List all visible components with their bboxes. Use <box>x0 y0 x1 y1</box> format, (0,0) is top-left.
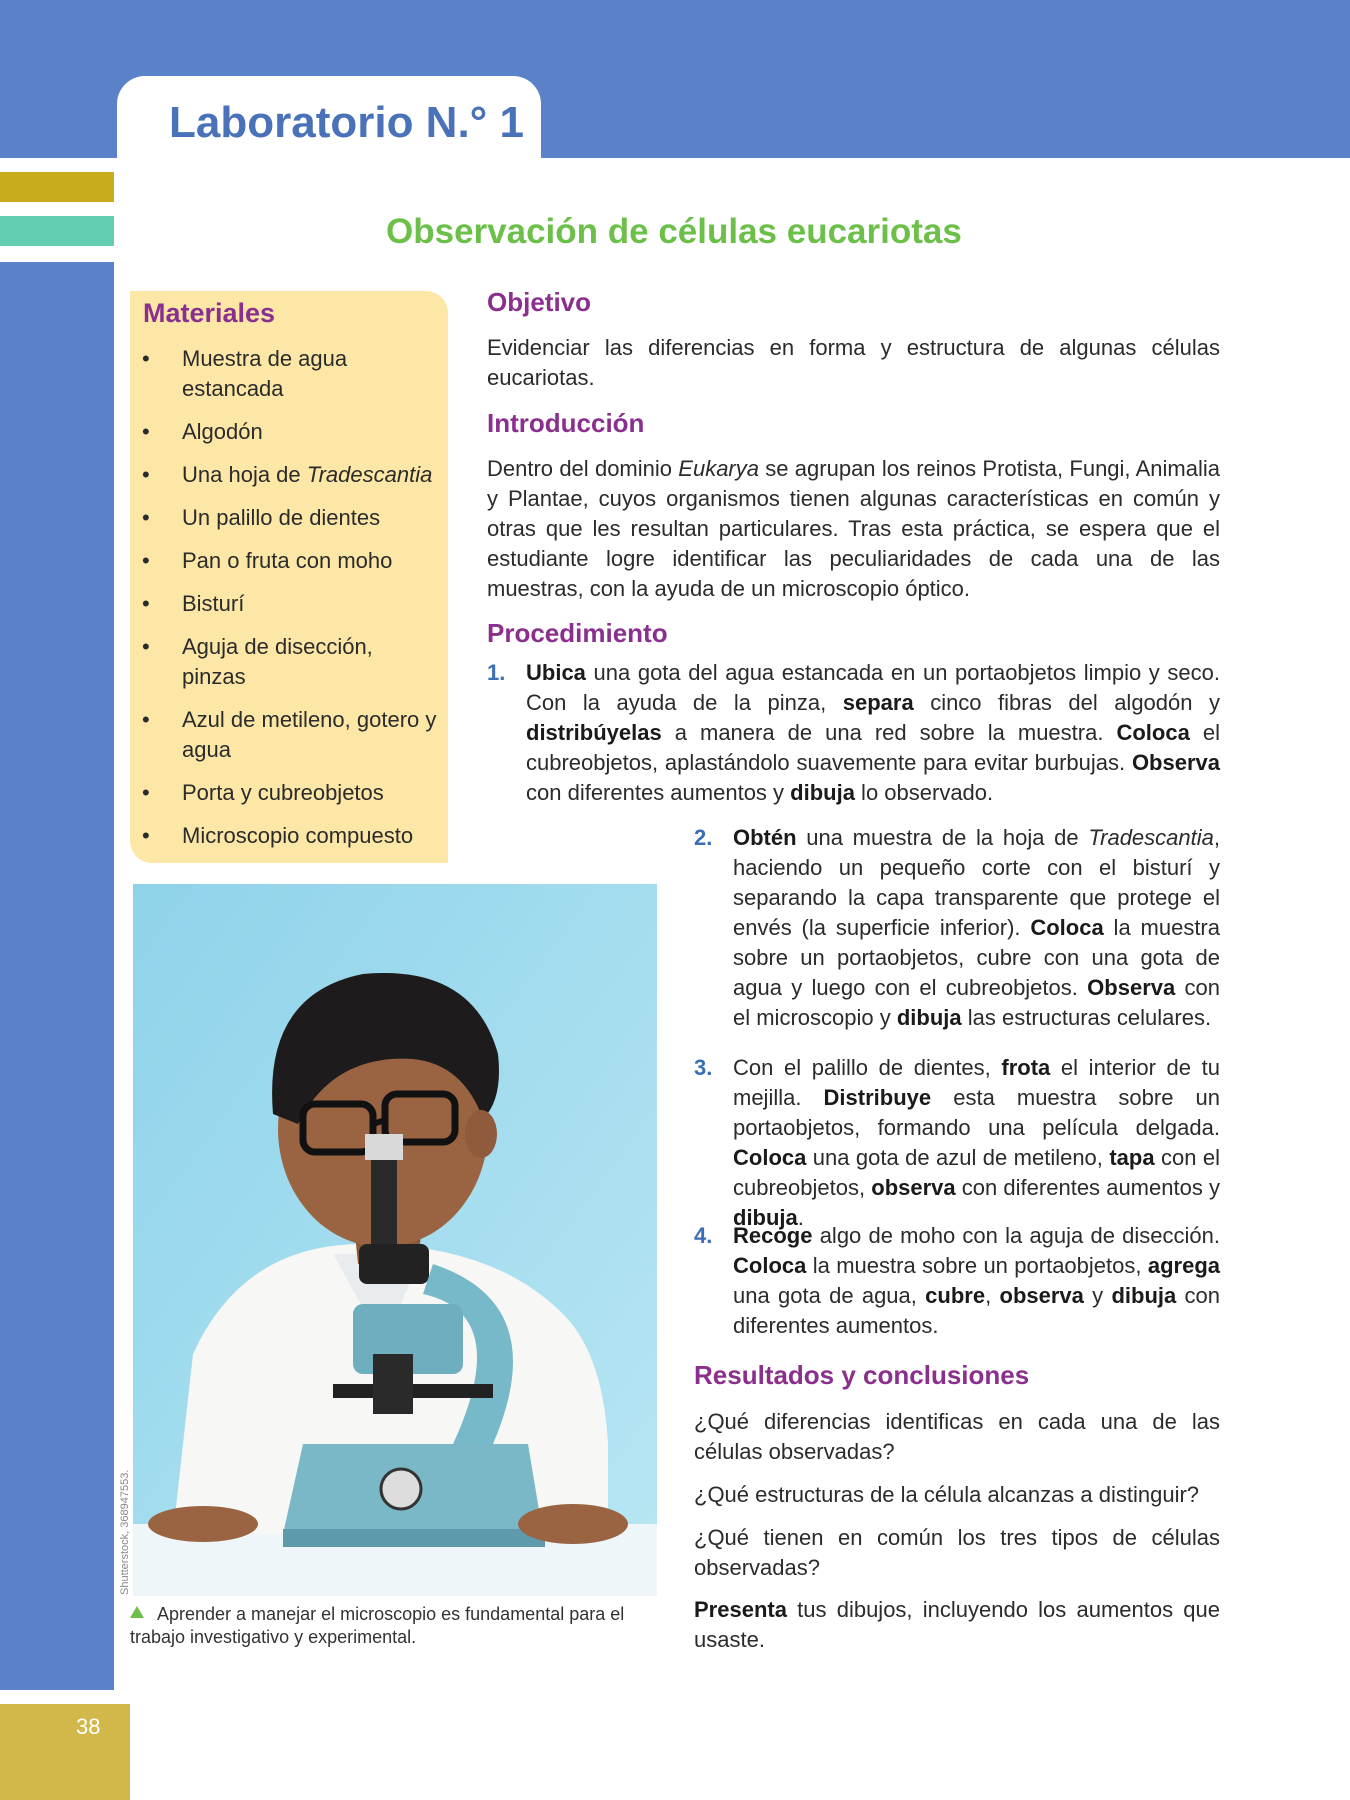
list-item <box>140 460 440 490</box>
step-text: una gota del agua estancada en un portaobjetos limpio y seco. Con la ayuda de la pinza, <box>526 660 1220 715</box>
step-verb: Distribuye <box>823 1085 932 1110</box>
introduccion-text <box>487 454 1220 604</box>
step-text: una muestra de la hoja de <box>796 825 1089 850</box>
step-verb: cubre <box>925 1283 986 1308</box>
q4-verb: Presenta <box>694 1597 787 1622</box>
list-item: • Azul de metileno, gotero y agua <box>140 705 440 765</box>
question-2: ¿Qué estructuras de la célula alcanzas a distinguir? <box>694 1482 1200 1507</box>
step-number: 1. <box>487 660 506 685</box>
intro-text-a: Dentro del dominio <box>487 456 679 481</box>
list-item: • Muestra de agua estancada <box>140 344 440 404</box>
step-verb: distribúyelas <box>526 720 662 745</box>
materials-list <box>140 344 440 864</box>
step-verb: agrega <box>1147 1253 1220 1278</box>
step-number: 2. <box>694 825 713 850</box>
materials-heading: Materiales <box>143 298 276 328</box>
step-number: 3. <box>694 1055 713 1080</box>
objetivo-text: Evidenciar las diferencias en forma y estructura de algunas células eucariotas. <box>487 335 1220 390</box>
step-text: esta muestra sobre un portaobjetos, formando una película delgada. <box>733 1085 1220 1140</box>
list-item: • Pan o fruta con moho <box>140 546 440 576</box>
list-item: • Porta y cubreobjetos <box>140 778 440 808</box>
step-text: . <box>797 1205 804 1230</box>
step-verb: Coloca <box>733 1253 807 1278</box>
left-margin-band <box>0 262 114 1690</box>
step-verb: dibuja <box>790 780 855 805</box>
gold-stripe <box>0 172 114 202</box>
page-number-box <box>0 1704 130 1800</box>
step-text: , <box>985 1283 1000 1308</box>
step-text: Con el palillo de dientes, <box>733 1055 1002 1080</box>
photo-credit: Shutterstock, 368947553. <box>119 1469 131 1595</box>
question-3: ¿Qué tienen en común los tres tipos de células observadas? <box>694 1525 1220 1580</box>
procedimiento-heading: Procedimiento <box>487 618 668 648</box>
page-number: 38 <box>76 1714 101 1739</box>
lab-title: Laboratorio N.° 1 <box>169 98 524 147</box>
step-verb: Coloca <box>1030 915 1104 940</box>
step-text: cinco fibras del algodón y <box>913 690 1221 715</box>
step-text: algo de moho con la aguja de disección. <box>812 1223 1220 1248</box>
material-text: Una hoja de <box>182 462 301 487</box>
microscope-photo <box>133 884 657 1596</box>
step-text: con diferentes aumentos y <box>955 1175 1220 1200</box>
step-number: 4. <box>694 1223 713 1248</box>
resultados-heading: Resultados y conclusiones <box>694 1360 1030 1390</box>
step-text: con diferentes aumentos y <box>526 780 791 805</box>
step-3-text <box>733 1053 1220 1233</box>
step-text: , haciendo un pequeño corte con el bisturí y separando la capa transparente que protege el envés (la superficie inferior). <box>733 825 1220 940</box>
introduccion-heading: Introducción <box>487 408 645 438</box>
list-item: • Microscopio compuesto <box>140 821 440 851</box>
step-text: una gota de agua, <box>733 1283 926 1308</box>
step-text: la muestra sobre un portaobjetos, cubre con una gota de agua y luego con el cubreobjetos. <box>733 915 1220 1000</box>
teal-stripe <box>0 216 114 246</box>
intro-text-italic: Eukarya <box>678 456 759 481</box>
list-item: • Aguja de disección, pinzas <box>140 632 440 692</box>
step-1-text <box>526 658 1220 808</box>
step-verb: Observa <box>1131 750 1220 775</box>
step-text: el cubreobjetos, aplastándolo suavemente para evitar burbujas. <box>526 720 1220 775</box>
question-1: ¿Qué diferencias identificas en cada una de las células observadas? <box>694 1409 1220 1464</box>
step-verb: frota <box>1001 1055 1051 1080</box>
step-verb: Ubica <box>526 660 586 685</box>
list-item: • Bisturí <box>140 589 440 619</box>
step-verb: dibuja <box>896 1005 962 1030</box>
step-verb: observa <box>999 1283 1084 1308</box>
step-4-text <box>733 1221 1220 1341</box>
question-4 <box>694 1595 1220 1655</box>
step-2-text <box>733 823 1220 1033</box>
step-verb: Coloca <box>733 1145 807 1170</box>
step-italic: Tradescantia <box>1088 825 1214 850</box>
step-text: con el cubreobjetos, <box>733 1145 1220 1200</box>
step-verb: Obtén <box>733 825 797 850</box>
step-verb: Recoge <box>733 1223 813 1248</box>
step-verb: Observa <box>1087 975 1176 1000</box>
step-text: con el microscopio y <box>733 975 1220 1030</box>
page-title: Observación de células eucariotas <box>386 212 962 251</box>
material-italic: Tradescantia <box>306 462 433 487</box>
step-text: con diferentes aumentos. <box>733 1283 1220 1338</box>
list-item: • Algodón <box>140 417 440 447</box>
step-verb: observa <box>871 1175 956 1200</box>
step-verb: tapa <box>1109 1145 1155 1170</box>
boy-with-microscope-illustration <box>133 884 657 1596</box>
step-text: las estructuras celulares. <box>961 1005 1212 1030</box>
step-text: la muestra sobre un portaobjetos, <box>806 1253 1148 1278</box>
step-text: una gota de azul de metileno, <box>806 1145 1110 1170</box>
photo-caption: Aprender a manejar el microscopio es fundamental para el trabajo investigativo y experimental. <box>130 1604 625 1647</box>
step-verb: Coloca <box>1116 720 1190 745</box>
step-verb: dibuja <box>1111 1283 1177 1308</box>
step-verb: dibuja <box>733 1205 798 1230</box>
step-text: a manera de una red sobre la muestra. <box>661 720 1117 745</box>
step-text: y <box>1083 1283 1112 1308</box>
intro-text-b: se agrupan los reinos Protista, Fungi, Animalia y Plantae, cuyos organismos tienen algunas características en común y otras que les resultan particulares. Tras esta práctica, se espera que el estudiante logre identificar las peculiaridades de cada una de las muestras, con la ayuda de un microscopio óptico. <box>487 456 1220 601</box>
step-text: el interior de tu mejilla. <box>733 1055 1220 1110</box>
q4-text: tus dibujos, incluyendo los aumentos que usaste. <box>694 1597 1220 1652</box>
objetivo-heading: Objetivo <box>487 287 592 317</box>
step-verb: separa <box>842 690 914 715</box>
list-item: • Un palillo de dientes <box>140 503 440 533</box>
step-text: lo observado. <box>854 780 994 805</box>
